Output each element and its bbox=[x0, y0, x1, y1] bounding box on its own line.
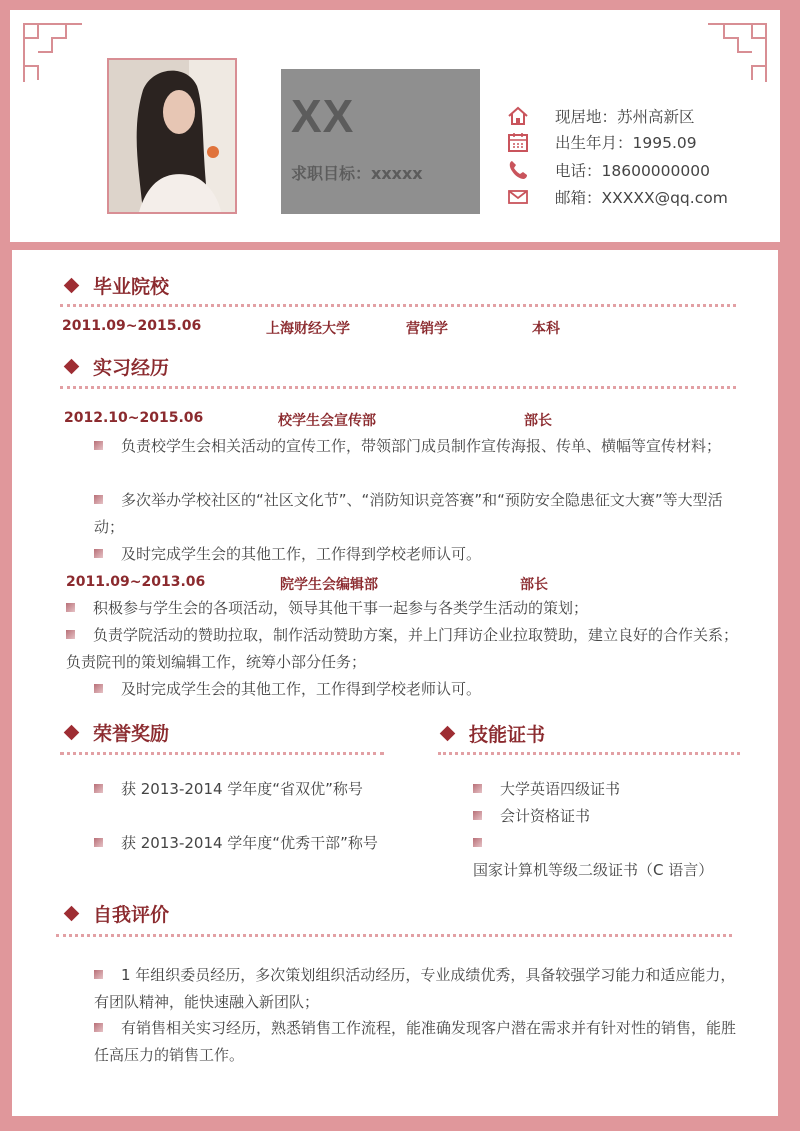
diamond-icon bbox=[64, 359, 80, 375]
bullet-icon bbox=[473, 838, 482, 847]
diamond-icon bbox=[440, 726, 456, 742]
edu-period: 2011.09~2015.06 bbox=[62, 318, 202, 334]
diamond-icon bbox=[64, 906, 80, 922]
list-item: 负责学院活动的赞助拉取，制作活动赞助方案，并上门拜访企业拉取赞助，建立良好的合作关系；负责院刊的策划编辑工作，统筹小部分任务； bbox=[66, 626, 739, 671]
bullet-icon bbox=[66, 630, 75, 639]
info-row-phone bbox=[507, 158, 710, 182]
section-divider bbox=[60, 752, 384, 755]
home-icon bbox=[507, 105, 529, 127]
list-item: 大学英语四级证书 bbox=[473, 776, 733, 803]
location-text: 现居地：苏州高新区 bbox=[555, 108, 695, 126]
info-row-birth bbox=[507, 130, 697, 154]
list-item: 及时完成学生会的其他工作，工作得到学校老师认可。 bbox=[94, 541, 744, 568]
list-item: 国家计算机等级二级证书（C 语言） bbox=[473, 830, 733, 884]
profile-photo bbox=[107, 58, 237, 214]
bullet-icon bbox=[94, 838, 103, 847]
section-divider bbox=[60, 386, 736, 389]
bullet-icon bbox=[473, 811, 482, 820]
diamond-icon bbox=[64, 725, 80, 741]
mail-text: 邮箱：XXXXX@qq.com bbox=[555, 189, 728, 207]
job-objective: 求职目标：xxxxx bbox=[291, 164, 423, 183]
bullet-icon bbox=[94, 549, 103, 558]
info-row-location bbox=[507, 104, 695, 128]
edu-school: 上海财经大学 bbox=[266, 321, 350, 337]
name-box bbox=[281, 69, 480, 214]
section-divider bbox=[438, 752, 740, 755]
section-title-self-eval: 自我评价 bbox=[66, 900, 169, 927]
bullet-icon bbox=[94, 1023, 103, 1032]
diamond-icon bbox=[64, 278, 80, 294]
corner-ornament-left bbox=[22, 22, 84, 84]
birth-text: 出生年月：1995.09 bbox=[555, 134, 697, 152]
bullet-icon bbox=[94, 495, 103, 504]
intern-2-org: 院学生会编辑部 bbox=[280, 577, 378, 593]
list-item: 有销售相关实习经历，熟悉销售工作流程，能准确发现客户潜在需求并有针对性的销售，能胜任高压力的销售工作。 bbox=[94, 1019, 737, 1064]
list-item: 1 年组织委员经历，多次策划组织活动经历，专业成绩优秀，具备较强学习能力和适应能力，有团队精神，能快速融入新团队； bbox=[94, 966, 736, 1011]
list-item: 多次举办学校社区的“社区文化节”、“消防知识竞答赛”和“预防安全隐患征文大赛”等大型活动； bbox=[94, 491, 723, 536]
list-item: 积极参与学生会的各项活动，领导其他干事一起参与各类学生活动的策划； bbox=[66, 595, 746, 622]
list-item: 会计资格证书 bbox=[473, 803, 733, 830]
bullet-icon bbox=[66, 603, 75, 612]
intern-1-org: 校学生会宣传部 bbox=[278, 413, 376, 429]
corner-ornament-right bbox=[706, 22, 768, 84]
phone-icon bbox=[507, 159, 529, 181]
list-item: 负责校学生会相关活动的宣传工作，带领部门成员制作宣传海报、传单、横幅等宣传材料； bbox=[94, 433, 744, 460]
edu-major: 营销学 bbox=[406, 321, 448, 337]
bullet-icon bbox=[94, 784, 103, 793]
section-title-skills: 技能证书 bbox=[442, 720, 545, 747]
intern-2-role: 部长 bbox=[520, 577, 548, 593]
section-divider bbox=[56, 934, 732, 937]
intern-1-period: 2012.10~2015.06 bbox=[64, 410, 204, 426]
phone-text: 电话：18600000000 bbox=[555, 162, 710, 180]
intern-1-role: 部长 bbox=[524, 413, 552, 429]
info-row-mail bbox=[507, 185, 728, 209]
mail-icon bbox=[507, 186, 529, 208]
section-title-education: 毕业院校 bbox=[66, 272, 169, 299]
bullet-icon bbox=[94, 441, 103, 450]
edu-degree: 本科 bbox=[532, 321, 560, 337]
section-title-honors: 荣誉奖励 bbox=[66, 719, 169, 746]
list-item: 获 2013-2014 学年度“优秀干部”称号 bbox=[94, 830, 384, 857]
candidate-name: XX bbox=[291, 90, 355, 142]
list-item: 及时完成学生会的其他工作，工作得到学校老师认可。 bbox=[94, 676, 744, 703]
bullet-icon bbox=[94, 970, 103, 979]
list-item: 获 2013-2014 学年度“省双优”称号 bbox=[94, 776, 384, 803]
section-divider bbox=[60, 304, 736, 307]
calendar-icon bbox=[507, 131, 529, 153]
bullet-icon bbox=[94, 684, 103, 693]
section-title-internship: 实习经历 bbox=[66, 353, 169, 380]
bullet-icon bbox=[473, 784, 482, 793]
intern-2-period: 2011.09~2013.06 bbox=[66, 574, 206, 590]
